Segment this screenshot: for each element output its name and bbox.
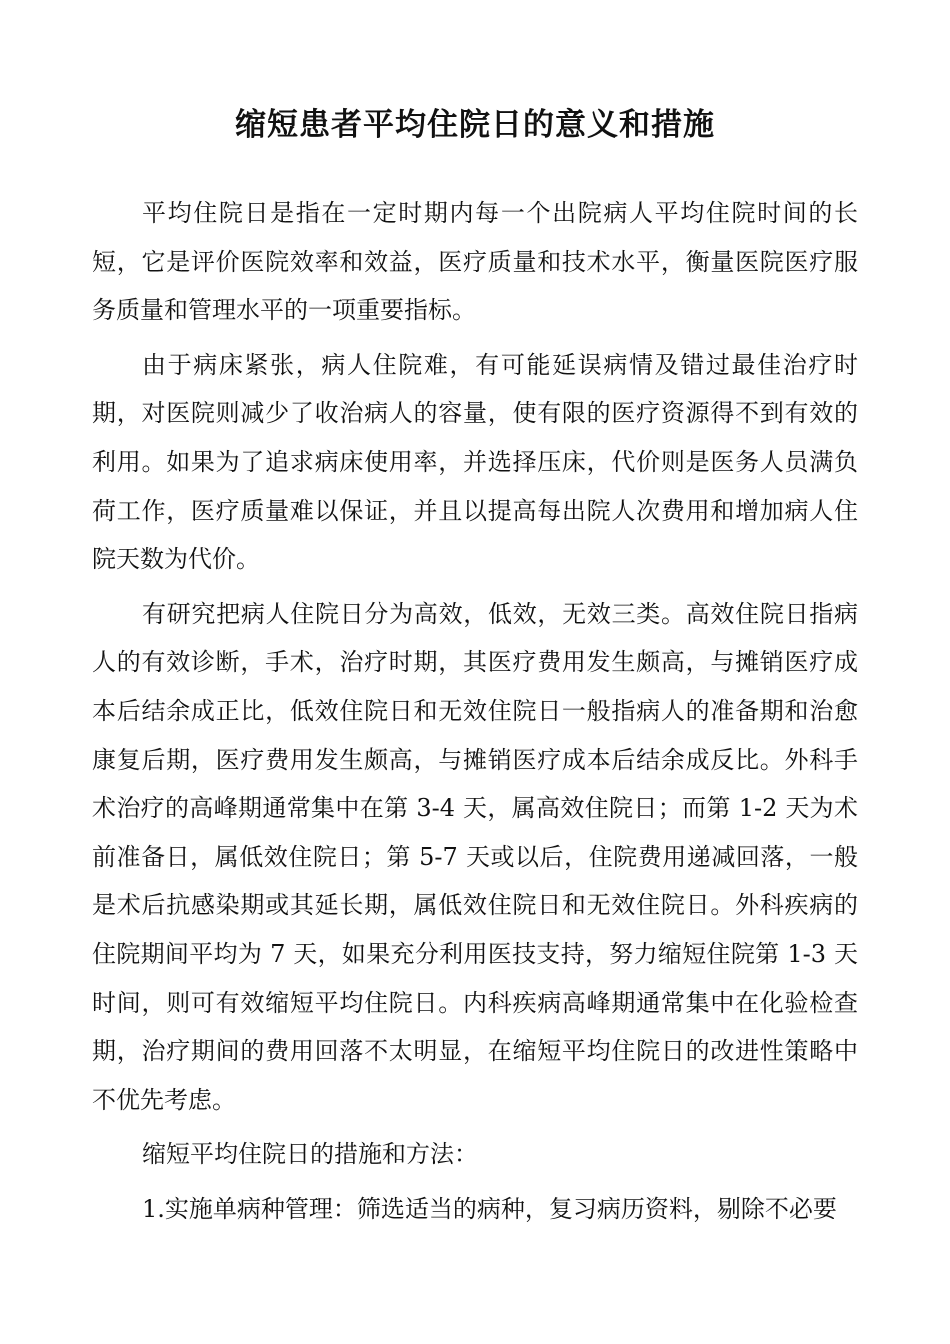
- document-title: 缩短患者平均住院日的意义和措施: [235, 107, 715, 143]
- paragraph-measure-1: 1.实施单病种管理：筛选适当的病种，复习病历资料，剔除不必要: [142, 1194, 837, 1223]
- paragraph-definition: 平均住院日是指在一定时期内每一个出院病人平均住院时间的长短，它是评价医院效率和效益，医疗质量和技术水平，衡量医院医疗服务质量和管理水平的一项重要指标。: [92, 199, 858, 325]
- paragraph-hospital-day-types: 有研究把病人住院日分为高效，低效，无效三类。高效住院日指病人的有效诊断，手术，治疗时期，其医疗费用发生颇高，与摊销医疗成本后结余成正比，低效住院日和无效住院日一般指病人的准备期和治愈康复后期，医疗费用发生颇高，与摊销医疗成本后结余成反比。外科手术治疗的高峰期通常集中在第 3-4 天，属高效住院日；而第 1-2 天为术前准备日，属低效住院日；第 5-7 天或以后，住院费用递减回落，一般是术后抗感染期或其延长期，属低效住院日和无效住院日。外科疾病的住院期间平均为 7 天，如果充分利用医技支持，努力缩短住院第 1-3 天时间，则可有效缩短平均住院日。内科疾病高峰期通常集中在化验检查期，治疗期间的费用回落不太明显，在缩短平均住院日的改进性策略中不优先考虑。: [92, 599, 858, 1114]
- paragraph-bed-shortage: 由于病床紧张，病人住院难，有可能延误病情及错过最佳治疗时期，对医院则减少了收治病人的容量，使有限的医疗资源得不到有效的利用。如果为了追求病床使用率，并选择压床，代价则是医务人员满负荷工作，医疗质量难以保证，并且以提高每出院人次费用和增加病人住院天数为代价。: [92, 350, 858, 574]
- paragraph-measures-heading: 缩短平均住院日的措施和方法：: [142, 1140, 478, 1169]
- document-page: [92, 95, 858, 1239]
